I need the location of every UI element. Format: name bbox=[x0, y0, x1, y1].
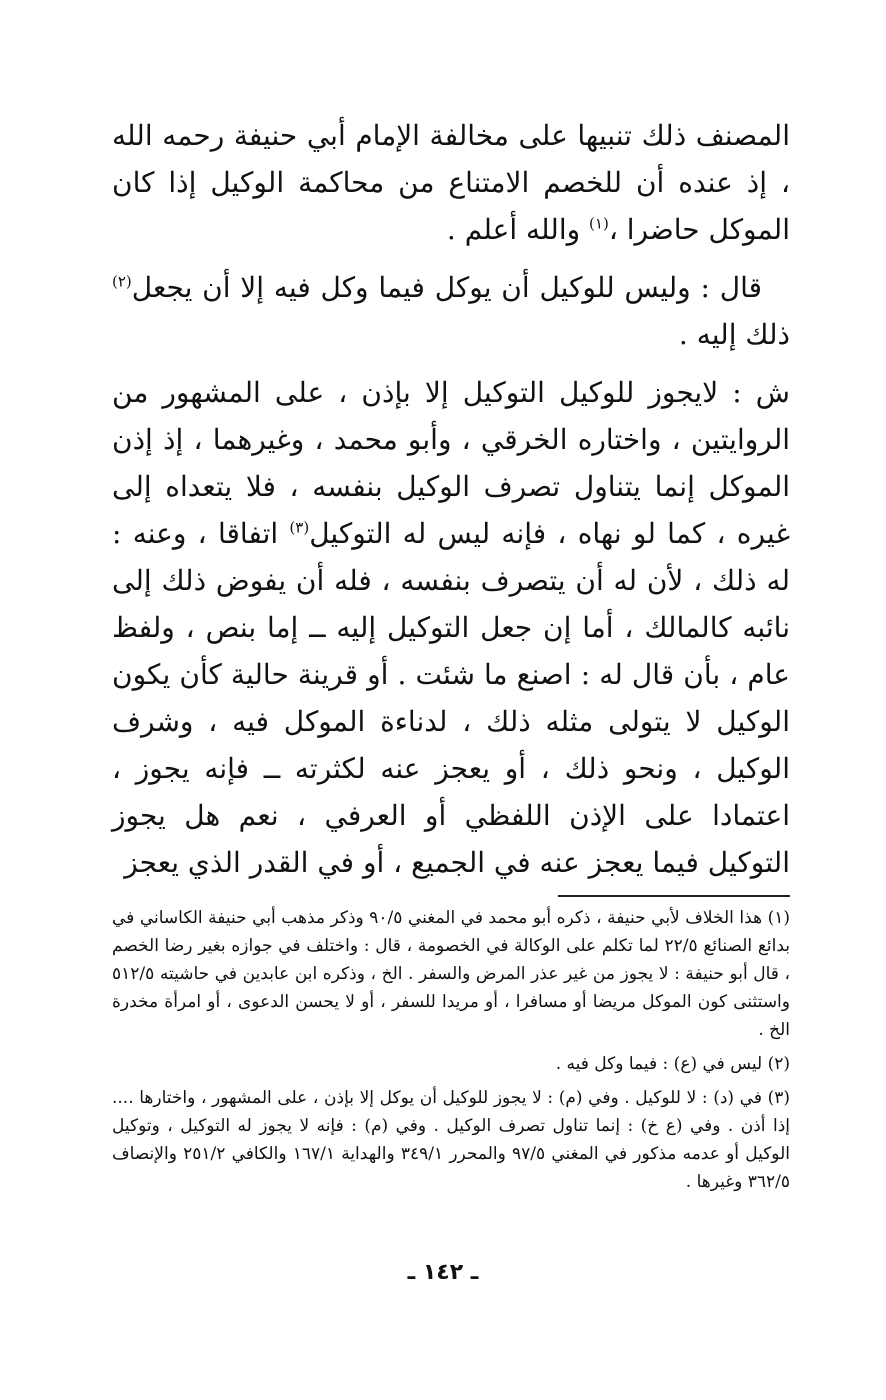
paragraph-2-tail: ذلك إليه . bbox=[678, 318, 790, 351]
footnote-ref-3[interactable]: (٣) bbox=[289, 518, 310, 537]
paragraph-2-text: قال : وليس للوكيل أن يوكل فيما وكل فيه إلا أن يجعل bbox=[131, 271, 762, 304]
paragraph-3-text: ش : لايجوز للوكيل التوكيل إلا بإذن ، على المشهور من الروايتين ، واختاره الخرقي ، وأبو محمد ، وغيرهما ، إذ إذن الموكل إنما يتناول تصرف الوكيل بنفسه ، فلا يتعداه إلى غيره ، كما لو نهاه ، فإنه ليس له التوكيل bbox=[112, 376, 791, 550]
footnote-ref-2[interactable]: (٢) bbox=[112, 272, 132, 291]
footnote-separator bbox=[558, 895, 790, 897]
paragraph-1-text: المصنف ذلك تنبيها على مخالفة الإمام أبي حنيفة رحمه الله ، إذ عنده أن للخصم الامتناع من محاكمة الوكيل إذا كان الموكل حاضرا ، bbox=[112, 119, 791, 246]
footnote-3: (٣) في (د) : لا للوكيل . وفي (م) : لا يجوز للوكيل أن يوكل إلا بإذن ، على المشهور ، واختارها .... إذا أذن . وفي (ع خ) : إنما تناول تصرف الوكيل . وفي (م) : فإنه لا يجوز له التوكيل ، وتوكيل الوكيل أو عدمه مذكور في المغني ٩٧/٥ والمحرر ٣٤٩/١ والهداية ١٦٧/١ والكافي ٢٥١/٢ والإنصاف ٣٦٢/٥ وغيرها . bbox=[112, 1088, 790, 1192]
footnote-2: (٢) ليس في (ع) : فيما وكل فيه . bbox=[555, 1054, 790, 1074]
footnotes bbox=[112, 904, 790, 1202]
footnote-1: (١) هذا الخلاف لأبي حنيفة ، ذكره أبو محمد في المغني ٩٠/٥ وذكر مذهب أبي حنيفة الكاساني في بدائع الصنائع ٢٢/٥ لما تكلم على الوكالة في الخصومة ، قال : واختلف في جوازه بغير رضا الخصم ، قال أبو حنيفة : لا يجوز من غير عذر المرض والسفر . الخ ، وذكره ابن عابدين في حاشيته ٥١٢/٥ واستثنى كون الموكل مريضا أو مسافرا ، أو مريدا للسفر ، أو لا يحسن الدعوى ، أو امرأة مخدرة الخ . bbox=[112, 908, 790, 1040]
main-text bbox=[112, 112, 790, 897]
paragraph-2 bbox=[112, 264, 790, 358]
footnote-ref-1[interactable]: (١) bbox=[589, 214, 609, 233]
paragraph-1 bbox=[112, 112, 790, 253]
page-number: ـ ١٤٢ ـ bbox=[407, 1260, 479, 1285]
paragraph-3 bbox=[112, 369, 790, 886]
paragraph-3-tail: اتفاقا ، وعنه : له ذلك ، لأن له أن يتصرف بنفسه ، فله أن يفوض ذلك إلى نائبه كالمالك ، أما إن جعل التوكيل إليه ــ إما بنص ، ولفظ عام ، بأن قال له : اصنع ما شئت . أو قرينة حالية كأن يكون الوكيل لا يتولى مثله ذلك ، لدناءة الموكل فيه ، وشرف الوكيل ، ونحو ذلك ، أو يعجز عنه لكثرته ــ فإنه يجوز ، اعتمادا على الإذن اللفظي أو العرفي ، نعم هل يجوز التوكيل فيما يعجز عنه في الجميع ، أو في القدر الذي يعجز bbox=[112, 517, 790, 879]
paragraph-1-tail: والله أعلم . bbox=[446, 213, 590, 246]
